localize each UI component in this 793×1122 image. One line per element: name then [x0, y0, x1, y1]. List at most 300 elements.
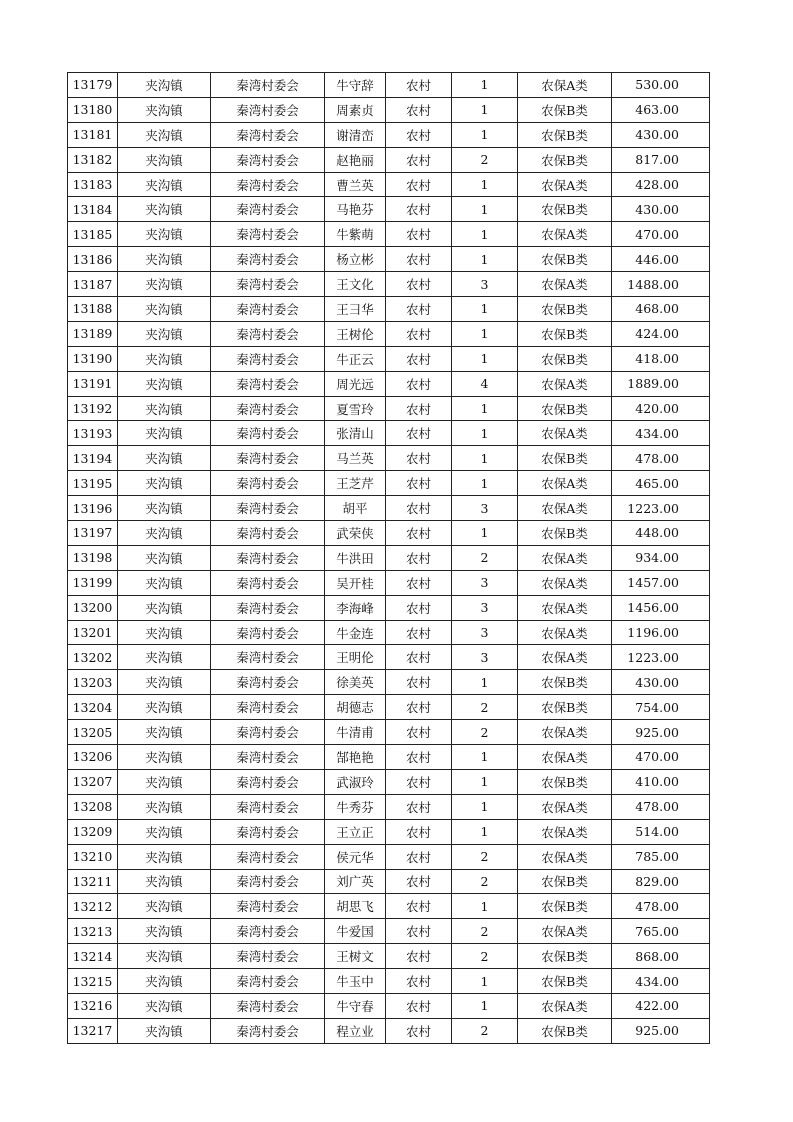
name-cell: 牛正云: [325, 346, 386, 371]
record-id-cell: 13193: [68, 421, 118, 446]
household-type-cell: 农村: [386, 819, 452, 844]
village-cell: 秦湾村委会: [211, 894, 325, 919]
person-count-cell: 1: [452, 321, 518, 346]
table-row: [68, 645, 710, 670]
record-id-cell: 13200: [68, 595, 118, 620]
person-count-cell: 2: [452, 147, 518, 172]
household-type-cell: 农村: [386, 321, 452, 346]
records-body: [68, 73, 710, 1044]
category-cell: 农保B类: [518, 1018, 612, 1043]
category-cell: 农保A类: [518, 919, 612, 944]
amount-cell: 530.00: [612, 73, 710, 98]
village-cell: 秦湾村委会: [211, 122, 325, 147]
amount-cell: 1889.00: [612, 371, 710, 396]
records-table: [67, 72, 710, 1044]
record-id-cell: 13214: [68, 944, 118, 969]
category-cell: 农保B类: [518, 147, 612, 172]
category-cell: 农保A类: [518, 819, 612, 844]
table-row: [68, 769, 710, 794]
household-type-cell: 农村: [386, 620, 452, 645]
person-count-cell: 3: [452, 272, 518, 297]
household-type-cell: 农村: [386, 371, 452, 396]
household-type-cell: 农村: [386, 122, 452, 147]
person-count-cell: 1: [452, 794, 518, 819]
name-cell: 周素贞: [325, 97, 386, 122]
town-cell: 夹沟镇: [118, 147, 211, 172]
amount-cell: 468.00: [612, 297, 710, 322]
category-cell: 农保A类: [518, 993, 612, 1018]
table-row: [68, 670, 710, 695]
town-cell: 夹沟镇: [118, 321, 211, 346]
village-cell: 秦湾村委会: [211, 993, 325, 1018]
household-type-cell: 农村: [386, 570, 452, 595]
amount-cell: 1457.00: [612, 570, 710, 595]
amount-cell: 868.00: [612, 944, 710, 969]
town-cell: 夹沟镇: [118, 869, 211, 894]
record-id-cell: 13205: [68, 720, 118, 745]
table-row: [68, 521, 710, 546]
village-cell: 秦湾村委会: [211, 371, 325, 396]
town-cell: 夹沟镇: [118, 620, 211, 645]
table-row: [68, 222, 710, 247]
person-count-cell: 3: [452, 620, 518, 645]
village-cell: 秦湾村委会: [211, 421, 325, 446]
category-cell: 农保A类: [518, 720, 612, 745]
record-id-cell: 13199: [68, 570, 118, 595]
town-cell: 夹沟镇: [118, 1018, 211, 1043]
person-count-cell: 2: [452, 944, 518, 969]
amount-cell: 1488.00: [612, 272, 710, 297]
town-cell: 夹沟镇: [118, 695, 211, 720]
name-cell: 胡思飞: [325, 894, 386, 919]
amount-cell: 934.00: [612, 545, 710, 570]
category-cell: 农保B类: [518, 396, 612, 421]
name-cell: 武淑玲: [325, 769, 386, 794]
town-cell: 夹沟镇: [118, 969, 211, 994]
name-cell: 谢清峦: [325, 122, 386, 147]
name-cell: 郜艳艳: [325, 745, 386, 770]
village-cell: 秦湾村委会: [211, 496, 325, 521]
person-count-cell: 1: [452, 421, 518, 446]
person-count-cell: 1: [452, 769, 518, 794]
person-count-cell: 1: [452, 97, 518, 122]
table-row: [68, 894, 710, 919]
person-count-cell: 1: [452, 197, 518, 222]
name-cell: 吴开桂: [325, 570, 386, 595]
person-count-cell: 2: [452, 545, 518, 570]
village-cell: 秦湾村委会: [211, 297, 325, 322]
table-row: [68, 720, 710, 745]
category-cell: 农保A类: [518, 371, 612, 396]
household-type-cell: 农村: [386, 993, 452, 1018]
town-cell: 夹沟镇: [118, 993, 211, 1018]
household-type-cell: 农村: [386, 73, 452, 98]
household-type-cell: 农村: [386, 97, 452, 122]
name-cell: 牛金连: [325, 620, 386, 645]
person-count-cell: 3: [452, 570, 518, 595]
amount-cell: 430.00: [612, 670, 710, 695]
category-cell: 农保B类: [518, 122, 612, 147]
category-cell: 农保B类: [518, 346, 612, 371]
household-type-cell: 农村: [386, 346, 452, 371]
town-cell: 夹沟镇: [118, 396, 211, 421]
name-cell: 刘广英: [325, 869, 386, 894]
village-cell: 秦湾村委会: [211, 670, 325, 695]
name-cell: 马兰英: [325, 446, 386, 471]
town-cell: 夹沟镇: [118, 446, 211, 471]
table-row: [68, 570, 710, 595]
town-cell: 夹沟镇: [118, 172, 211, 197]
town-cell: 夹沟镇: [118, 944, 211, 969]
name-cell: 牛守辞: [325, 73, 386, 98]
household-type-cell: 农村: [386, 396, 452, 421]
category-cell: 农保A类: [518, 595, 612, 620]
amount-cell: 925.00: [612, 1018, 710, 1043]
amount-cell: 478.00: [612, 446, 710, 471]
amount-cell: 817.00: [612, 147, 710, 172]
record-id-cell: 13184: [68, 197, 118, 222]
person-count-cell: 2: [452, 869, 518, 894]
record-id-cell: 13181: [68, 122, 118, 147]
record-id-cell: 13187: [68, 272, 118, 297]
category-cell: 农保B类: [518, 969, 612, 994]
household-type-cell: 农村: [386, 147, 452, 172]
amount-cell: 1223.00: [612, 645, 710, 670]
table-row: [68, 122, 710, 147]
table-row: [68, 147, 710, 172]
category-cell: 农保B类: [518, 197, 612, 222]
name-cell: 徐美英: [325, 670, 386, 695]
household-type-cell: 农村: [386, 446, 452, 471]
village-cell: 秦湾村委会: [211, 794, 325, 819]
amount-cell: 785.00: [612, 844, 710, 869]
category-cell: 农保A类: [518, 471, 612, 496]
village-cell: 秦湾村委会: [211, 147, 325, 172]
amount-cell: 434.00: [612, 421, 710, 446]
person-count-cell: 2: [452, 695, 518, 720]
amount-cell: 465.00: [612, 471, 710, 496]
record-id-cell: 13195: [68, 471, 118, 496]
amount-cell: 430.00: [612, 197, 710, 222]
record-id-cell: 13186: [68, 247, 118, 272]
record-id-cell: 13202: [68, 645, 118, 670]
amount-cell: 765.00: [612, 919, 710, 944]
record-id-cell: 13179: [68, 73, 118, 98]
village-cell: 秦湾村委会: [211, 819, 325, 844]
village-cell: 秦湾村委会: [211, 919, 325, 944]
table-row: [68, 172, 710, 197]
category-cell: 农保B类: [518, 321, 612, 346]
village-cell: 秦湾村委会: [211, 869, 325, 894]
person-count-cell: 1: [452, 222, 518, 247]
record-id-cell: 13201: [68, 620, 118, 645]
person-count-cell: 1: [452, 346, 518, 371]
name-cell: 牛守春: [325, 993, 386, 1018]
table-row: [68, 197, 710, 222]
village-cell: 秦湾村委会: [211, 396, 325, 421]
name-cell: 王彐华: [325, 297, 386, 322]
record-id-cell: 13211: [68, 869, 118, 894]
person-count-cell: 1: [452, 396, 518, 421]
name-cell: 王明伦: [325, 645, 386, 670]
household-type-cell: 农村: [386, 645, 452, 670]
person-count-cell: 1: [452, 894, 518, 919]
table-row: [68, 371, 710, 396]
town-cell: 夹沟镇: [118, 769, 211, 794]
village-cell: 秦湾村委会: [211, 346, 325, 371]
category-cell: 农保B类: [518, 944, 612, 969]
category-cell: 农保A类: [518, 570, 612, 595]
name-cell: 曹兰英: [325, 172, 386, 197]
household-type-cell: 农村: [386, 894, 452, 919]
village-cell: 秦湾村委会: [211, 695, 325, 720]
household-type-cell: 农村: [386, 197, 452, 222]
household-type-cell: 农村: [386, 521, 452, 546]
village-cell: 秦湾村委会: [211, 321, 325, 346]
category-cell: 农保B类: [518, 869, 612, 894]
record-id-cell: 13197: [68, 521, 118, 546]
amount-cell: 514.00: [612, 819, 710, 844]
record-id-cell: 13180: [68, 97, 118, 122]
household-type-cell: 农村: [386, 247, 452, 272]
record-id-cell: 13185: [68, 222, 118, 247]
record-id-cell: 13194: [68, 446, 118, 471]
category-cell: 农保B类: [518, 297, 612, 322]
amount-cell: 925.00: [612, 720, 710, 745]
category-cell: 农保A类: [518, 73, 612, 98]
household-type-cell: 农村: [386, 496, 452, 521]
name-cell: 王芝芹: [325, 471, 386, 496]
name-cell: 牛紫萌: [325, 222, 386, 247]
record-id-cell: 13217: [68, 1018, 118, 1043]
village-cell: 秦湾村委会: [211, 769, 325, 794]
record-id-cell: 13196: [68, 496, 118, 521]
table-row: [68, 819, 710, 844]
table-row: [68, 745, 710, 770]
village-cell: 秦湾村委会: [211, 521, 325, 546]
household-type-cell: 农村: [386, 545, 452, 570]
table-row: [68, 396, 710, 421]
table-row: [68, 496, 710, 521]
name-cell: 牛爱国: [325, 919, 386, 944]
household-type-cell: 农村: [386, 272, 452, 297]
name-cell: 周光远: [325, 371, 386, 396]
record-id-cell: 13182: [68, 147, 118, 172]
record-id-cell: 13190: [68, 346, 118, 371]
table-row: [68, 869, 710, 894]
table-row: [68, 844, 710, 869]
table-row: [68, 346, 710, 371]
person-count-cell: 1: [452, 993, 518, 1018]
name-cell: 牛玉中: [325, 969, 386, 994]
household-type-cell: 农村: [386, 471, 452, 496]
record-id-cell: 13188: [68, 297, 118, 322]
record-id-cell: 13183: [68, 172, 118, 197]
town-cell: 夹沟镇: [118, 720, 211, 745]
record-id-cell: 13192: [68, 396, 118, 421]
household-type-cell: 农村: [386, 172, 452, 197]
household-type-cell: 农村: [386, 944, 452, 969]
town-cell: 夹沟镇: [118, 471, 211, 496]
record-id-cell: 13189: [68, 321, 118, 346]
town-cell: 夹沟镇: [118, 122, 211, 147]
name-cell: 夏雪玲: [325, 396, 386, 421]
record-id-cell: 13203: [68, 670, 118, 695]
town-cell: 夹沟镇: [118, 919, 211, 944]
amount-cell: 478.00: [612, 794, 710, 819]
record-id-cell: 13191: [68, 371, 118, 396]
table-row: [68, 919, 710, 944]
person-count-cell: 2: [452, 844, 518, 869]
village-cell: 秦湾村委会: [211, 471, 325, 496]
category-cell: 农保A类: [518, 794, 612, 819]
amount-cell: 463.00: [612, 97, 710, 122]
household-type-cell: 农村: [386, 969, 452, 994]
household-type-cell: 农村: [386, 670, 452, 695]
amount-cell: 1196.00: [612, 620, 710, 645]
village-cell: 秦湾村委会: [211, 545, 325, 570]
person-count-cell: 2: [452, 919, 518, 944]
category-cell: 农保B类: [518, 247, 612, 272]
village-cell: 秦湾村委会: [211, 197, 325, 222]
name-cell: 杨立彬: [325, 247, 386, 272]
table-row: [68, 446, 710, 471]
name-cell: 牛洪田: [325, 545, 386, 570]
person-count-cell: 1: [452, 73, 518, 98]
table-row: [68, 1018, 710, 1043]
amount-cell: 1456.00: [612, 595, 710, 620]
person-count-cell: 1: [452, 247, 518, 272]
table-row: [68, 545, 710, 570]
household-type-cell: 农村: [386, 869, 452, 894]
table-row: [68, 620, 710, 645]
amount-cell: 422.00: [612, 993, 710, 1018]
category-cell: 农保A类: [518, 421, 612, 446]
name-cell: 王树文: [325, 944, 386, 969]
village-cell: 秦湾村委会: [211, 172, 325, 197]
record-id-cell: 13215: [68, 969, 118, 994]
household-type-cell: 农村: [386, 695, 452, 720]
category-cell: 农保A类: [518, 545, 612, 570]
amount-cell: 448.00: [612, 521, 710, 546]
person-count-cell: 4: [452, 371, 518, 396]
record-id-cell: 13212: [68, 894, 118, 919]
person-count-cell: 1: [452, 745, 518, 770]
table-row: [68, 73, 710, 98]
record-id-cell: 13207: [68, 769, 118, 794]
amount-cell: 470.00: [612, 745, 710, 770]
amount-cell: 829.00: [612, 869, 710, 894]
name-cell: 王立正: [325, 819, 386, 844]
name-cell: 李海峰: [325, 595, 386, 620]
amount-cell: 410.00: [612, 769, 710, 794]
record-id-cell: 13198: [68, 545, 118, 570]
village-cell: 秦湾村委会: [211, 222, 325, 247]
town-cell: 夹沟镇: [118, 819, 211, 844]
village-cell: 秦湾村委会: [211, 1018, 325, 1043]
household-type-cell: 农村: [386, 222, 452, 247]
town-cell: 夹沟镇: [118, 496, 211, 521]
amount-cell: 478.00: [612, 894, 710, 919]
amount-cell: 428.00: [612, 172, 710, 197]
person-count-cell: 1: [452, 297, 518, 322]
category-cell: 农保B类: [518, 521, 612, 546]
town-cell: 夹沟镇: [118, 545, 211, 570]
village-cell: 秦湾村委会: [211, 570, 325, 595]
village-cell: 秦湾村委会: [211, 944, 325, 969]
table-row: [68, 969, 710, 994]
table-row: [68, 695, 710, 720]
town-cell: 夹沟镇: [118, 521, 211, 546]
person-count-cell: 1: [452, 446, 518, 471]
village-cell: 秦湾村委会: [211, 969, 325, 994]
household-type-cell: 农村: [386, 745, 452, 770]
record-id-cell: 13216: [68, 993, 118, 1018]
category-cell: 农保A类: [518, 745, 612, 770]
village-cell: 秦湾村委会: [211, 595, 325, 620]
household-type-cell: 农村: [386, 421, 452, 446]
village-cell: 秦湾村委会: [211, 73, 325, 98]
amount-cell: 430.00: [612, 122, 710, 147]
name-cell: 张清山: [325, 421, 386, 446]
village-cell: 秦湾村委会: [211, 844, 325, 869]
amount-cell: 424.00: [612, 321, 710, 346]
household-type-cell: 农村: [386, 720, 452, 745]
person-count-cell: 2: [452, 720, 518, 745]
town-cell: 夹沟镇: [118, 371, 211, 396]
person-count-cell: 1: [452, 670, 518, 695]
name-cell: 王文化: [325, 272, 386, 297]
name-cell: 程立业: [325, 1018, 386, 1043]
town-cell: 夹沟镇: [118, 645, 211, 670]
table-row: [68, 471, 710, 496]
town-cell: 夹沟镇: [118, 421, 211, 446]
person-count-cell: 2: [452, 1018, 518, 1043]
category-cell: 农保B类: [518, 670, 612, 695]
household-type-cell: 农村: [386, 919, 452, 944]
amount-cell: 446.00: [612, 247, 710, 272]
person-count-cell: 3: [452, 645, 518, 670]
name-cell: 武荣侠: [325, 521, 386, 546]
name-cell: 牛清甫: [325, 720, 386, 745]
person-count-cell: 1: [452, 172, 518, 197]
person-count-cell: 3: [452, 496, 518, 521]
table-row: [68, 421, 710, 446]
village-cell: 秦湾村委会: [211, 247, 325, 272]
village-cell: 秦湾村委会: [211, 97, 325, 122]
village-cell: 秦湾村委会: [211, 446, 325, 471]
household-type-cell: 农村: [386, 595, 452, 620]
town-cell: 夹沟镇: [118, 745, 211, 770]
name-cell: 牛秀芬: [325, 794, 386, 819]
category-cell: 农保A类: [518, 620, 612, 645]
category-cell: 农保B类: [518, 446, 612, 471]
amount-cell: 754.00: [612, 695, 710, 720]
household-type-cell: 农村: [386, 297, 452, 322]
name-cell: 胡平: [325, 496, 386, 521]
category-cell: 农保B类: [518, 894, 612, 919]
town-cell: 夹沟镇: [118, 346, 211, 371]
table-row: [68, 944, 710, 969]
village-cell: 秦湾村委会: [211, 620, 325, 645]
household-type-cell: 农村: [386, 1018, 452, 1043]
record-id-cell: 13209: [68, 819, 118, 844]
record-id-cell: 13204: [68, 695, 118, 720]
town-cell: 夹沟镇: [118, 794, 211, 819]
table-row: [68, 297, 710, 322]
town-cell: 夹沟镇: [118, 297, 211, 322]
village-cell: 秦湾村委会: [211, 745, 325, 770]
